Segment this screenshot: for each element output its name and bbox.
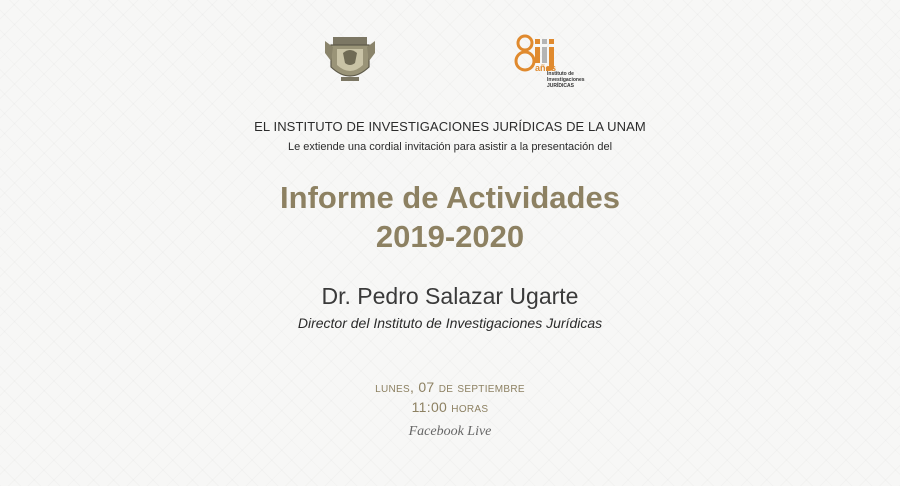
speaker-role: Director del Instituto de Investigaciones Jurídicas (297, 315, 603, 331)
anniversary-logo-caption: Instituto de Investigaciones JURÍDICAS (547, 71, 585, 89)
event-date: lunes, 07 de septiembre (375, 379, 525, 395)
invitation-text: Le extiende una cordial invitación para asistir a la presentación del (287, 141, 613, 153)
institute-heading: EL INSTITUTO DE INVESTIGACIONES JURÍDICAS DE LA UNAM (254, 119, 646, 134)
event-venue: Facebook Live (408, 424, 492, 439)
event-time: 11:00 horas (411, 399, 489, 415)
event-years: 2019-2020 (375, 219, 525, 254)
speaker-name: Dr. Pedro Salazar Ugarte (321, 283, 579, 309)
event-title: Informe de Actividades (280, 180, 620, 215)
svg-text:años: años (535, 63, 557, 73)
unam-logo (323, 33, 377, 85)
